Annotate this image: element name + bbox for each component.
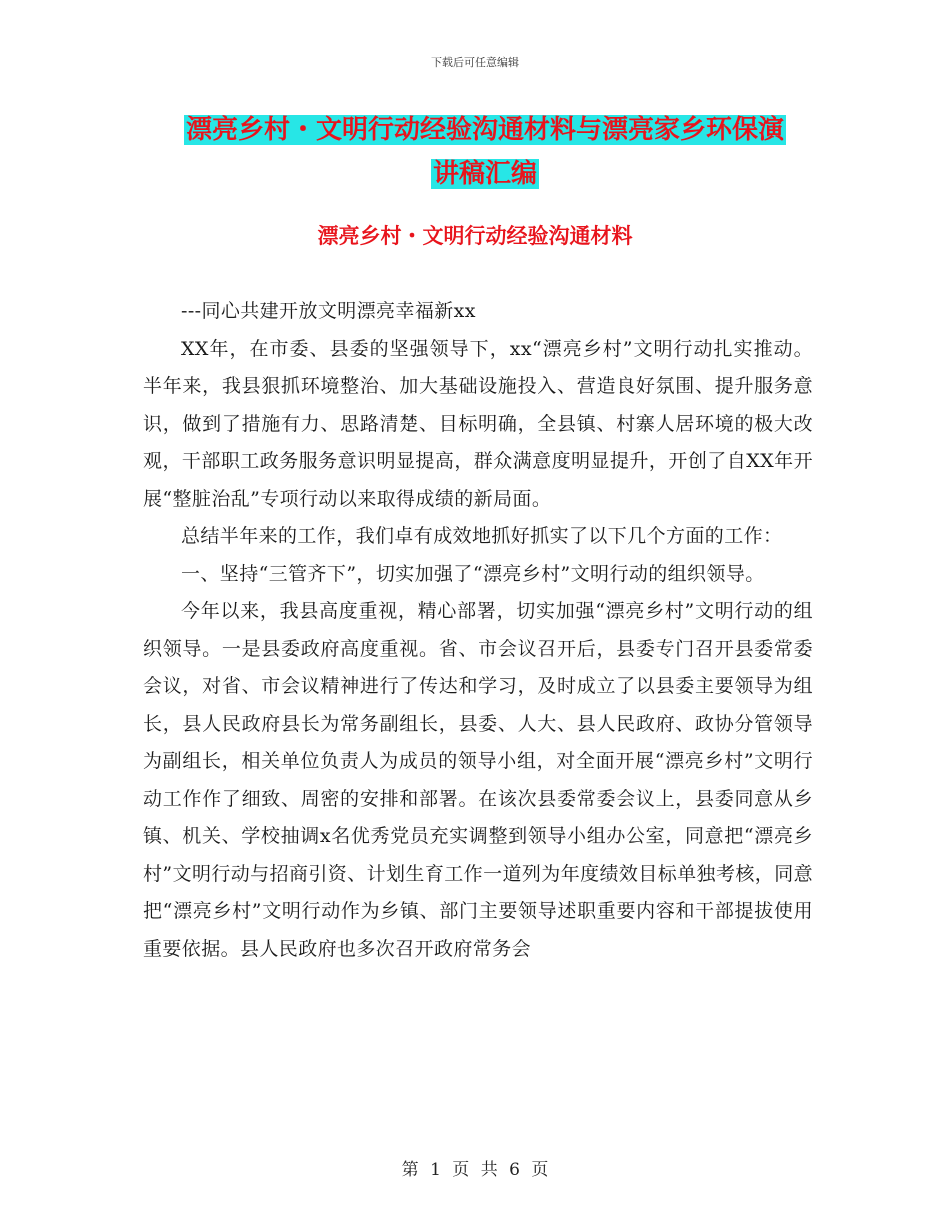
page-header-note: 下载后可任意编辑 <box>431 56 519 69</box>
subtitle-paragraph: ---同心共建开放文明漂亮幸福新xx <box>181 300 476 322</box>
document-title-line-1: 漂亮乡村・文明行动经验沟通材料与漂亮家乡环保演 <box>185 115 784 145</box>
document-body <box>143 293 813 968</box>
section-title: 漂亮乡村・文明行动经验沟通材料 <box>317 224 633 248</box>
document-title-line-2: 讲稿汇编 <box>432 159 537 189</box>
page-footer: 第 1 页 共 6 页 <box>401 1160 549 1180</box>
body-paragraph: XX年，在市委、县委的坚强领导下，xx“漂亮乡村”文明行动扎实推动。半年来，我县狠抓环境整治、加大基础设施投入、营造良好氛围、提升服务意识，做到了措施有力、思路清楚、目标明确，全县镇、村寨人居环境的极大改观，干部职工政务服务意识明显提高，群众满意度明显提升，开创了自XX年开展“整脏治乱”专项行动以来取得成绩的新局面。 <box>143 337 813 510</box>
body-paragraph: 今年以来，我县高度重视，精心部署，切实加强“漂亮乡村”文明行动的组织领导。一是县委政府高度重视。省、市会议召开后，县委专门召开县委常委会议，对省、市会议精神进行了传达和学习，及时成立了以县委主要领导为组长，县人民政府县长为常务副组长，县委、人大、县人民政府、政协分管领导为副组长，相关单位负责人为成员的领导小组，对全面开展“漂亮乡村”文明行动工作作了细致、周密的安排和部署。在该次县委常委会议上，县委同意从乡镇、机关、学校抽调x名优秀党员充实调整到领导小组办公室，同意把“漂亮乡村”文明行动与招商引资、计划生育工作一道列为年度绩效目标单独考核，同意把“漂亮乡村”文明行动作为乡镇、部门主要领导述职重要内容和干部提拔使用重要依据。县人民政府也多次召开政府常务会 <box>143 600 813 960</box>
body-paragraph: 一、坚持“三管齐下”，切实加强了“漂亮乡村”文明行动的组织领导。 <box>181 562 765 585</box>
body-paragraph: 总结半年来的工作，我们卓有成效地抓好抓实了以下几个方面的工作： <box>181 525 783 547</box>
document-title <box>140 108 830 196</box>
